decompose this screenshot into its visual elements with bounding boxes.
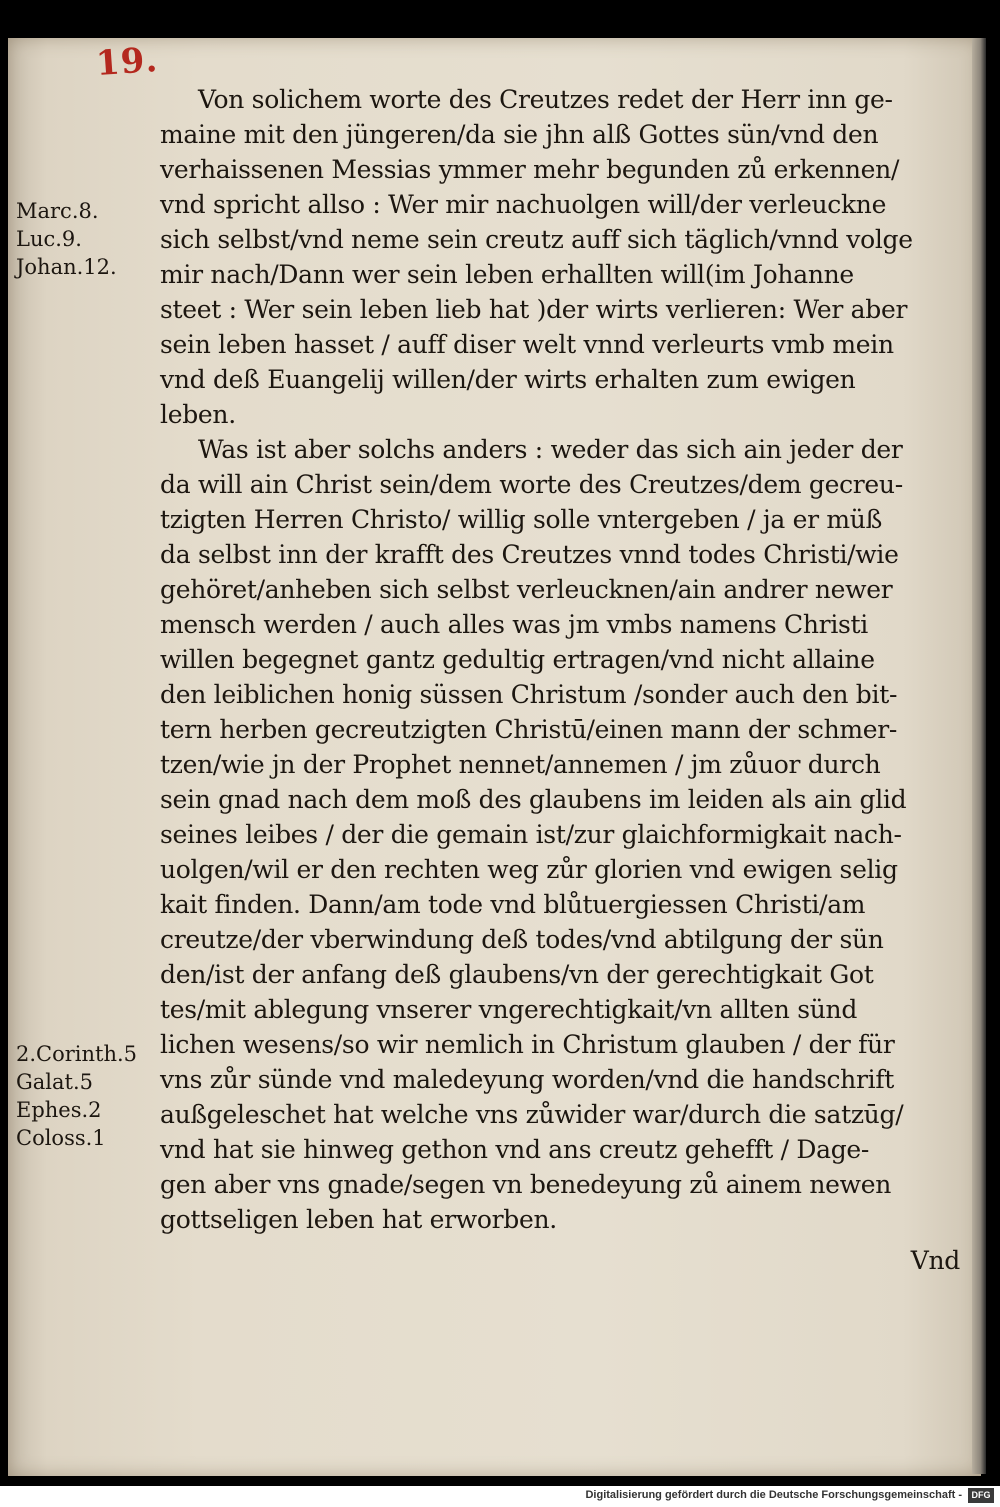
text-line: creutze/der vberwindung deß todes/vnd abtilgung der sün [160, 925, 884, 954]
margin-note-epistles [16, 1040, 137, 1152]
text-line: willen begegnet gantz gedultig ertragen/vnd nicht allaine [160, 645, 875, 674]
text-line: steet : Wer sein leben lieb hat )der wirts verlieren: Wer aber [160, 295, 908, 324]
text-line: tern herben gecreutzigten Christū/einen mann der schmer‑ [160, 715, 898, 744]
text-line: uolgen/wil er den rechten weg zůr glorien vnd ewigen selig [160, 855, 898, 884]
catchword: Vnd [910, 1246, 960, 1275]
text-line: vnd hat sie hinweg gethon vnd ans creutz gehefft / Dage‑ [160, 1135, 870, 1164]
page-edge [972, 38, 986, 1474]
text-line: seines leibes / der die gemain ist/zur glaichformigkait nach‑ [160, 820, 902, 849]
funding-credit: Digitalisierung gefördert durch die Deutsche Forschungsgemeinschaft - [585, 1489, 962, 1501]
margin-note-gospels [16, 197, 117, 281]
text-line: lichen wesens/so wir nemlich in Christum glauben / der für [160, 1030, 895, 1059]
text-line: gehöret/anheben sich selbst verleucknen/ain andrer newer [160, 575, 893, 604]
margin-note-line: Johan.12. [16, 255, 117, 279]
text-line: sein gnad nach dem moß des glaubens im leiden als ain glid [160, 785, 907, 814]
text-line: maine mit den jüngeren/da sie jhn alß Gottes sün/vnd den [160, 120, 879, 149]
text-line: tes/mit ablegung vnserer vngerechtigkait/vn allten sünd [160, 995, 858, 1024]
margin-note-line: Galat.5 [16, 1070, 94, 1094]
text-line: den leiblichen honig süssen Christum /sonder auch den bit‑ [160, 680, 898, 709]
text-line: da selbst inn der krafft des Creutzes vnnd todes Christi/wie [160, 540, 899, 569]
text-line: sein leben hasset / auff diser welt vnnd verleurts vmb mein [160, 330, 894, 359]
text-line: außgeleschet hat welche vns zůwider war/durch die satzūg/ [160, 1100, 904, 1129]
text-line: kait finden. Dann/am tode vnd blůtuergiessen Christi/am [160, 890, 866, 919]
text-line: Was ist aber solchs anders : weder das sich ain jeder der [198, 435, 903, 464]
dfg-logo-icon: DFG [968, 1488, 994, 1503]
text-line: tzen/wie jn der Prophet nennet/annemen / jm zůuor durch [160, 750, 881, 779]
margin-note-line: 2.Corinth.5 [16, 1042, 138, 1066]
folio-number: 19. [94, 39, 160, 85]
text-line: vnd deß Euangelij willen/der wirts erhalten zum ewigen [160, 365, 856, 394]
margin-note-line: Marc.8. [16, 199, 99, 223]
text-line: mensch werden / auch alles was jm vmbs namens Christi [160, 610, 868, 639]
text-line: verhaissenen Messias ymmer mehr begunden zů erkennen/ [160, 155, 900, 184]
text-line: den/ist der anfang deß glaubens/vn der gerechtigkait Got [160, 960, 874, 989]
text-line: da will ain Christ sein/dem worte des Creutzes/dem gecreu‑ [160, 470, 903, 499]
margin-note-line: Coloss.1 [16, 1126, 106, 1150]
text-line: gen aber vns gnade/segen vn benedeyung zů ainem newen [160, 1170, 892, 1199]
body-text [160, 82, 960, 1278]
margin-note-line: Ephes.2 [16, 1098, 102, 1122]
text-line: tzigten Herren Christo/ willig solle vntergeben / ja er müß [160, 505, 882, 534]
footer-bar [0, 1486, 1000, 1507]
text-line: leben. [160, 400, 236, 429]
text-line: gottseligen leben hat erworben. [160, 1205, 557, 1234]
text-line: sich selbst/vnd neme sein creutz auff sich täglich/vnnd volge [160, 225, 913, 254]
text-line: vnd spricht allso : Wer mir nachuolgen will/der verleucknе [160, 190, 887, 219]
text-line: Von solichem worte des Creutzes redet der Herr inn ge‑ [198, 85, 893, 114]
text-line: mir nach/Dann wer sein leben erhallten will(im Johanne [160, 260, 854, 289]
text-line: vns zůr sünde vnd maledeyung worden/vnd die handschrift [160, 1065, 895, 1094]
margin-note-line: Luc.9. [16, 227, 82, 251]
